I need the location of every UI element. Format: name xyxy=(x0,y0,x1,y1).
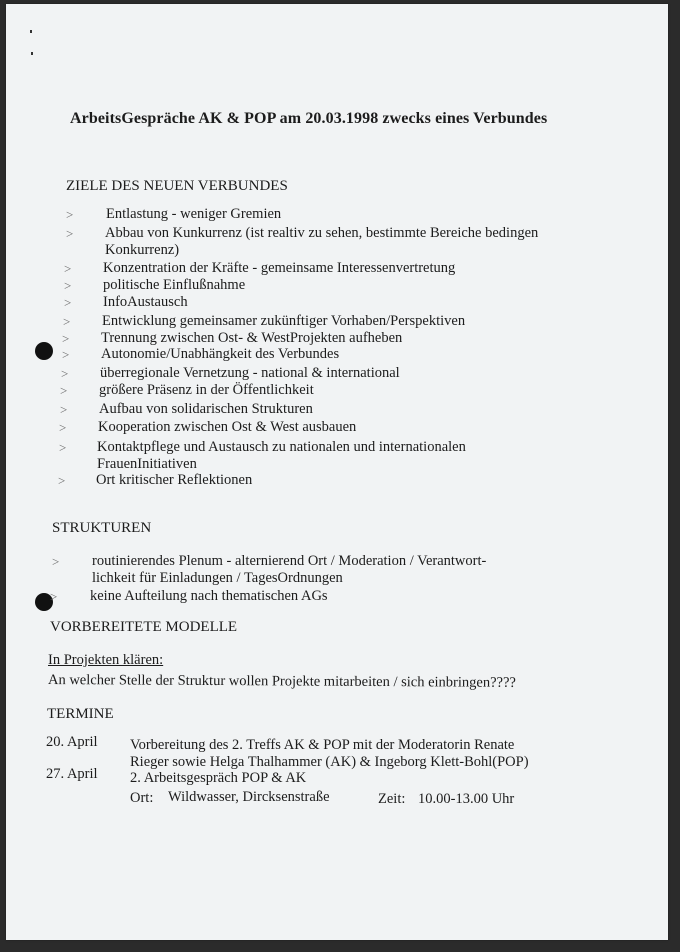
scan-speck xyxy=(31,52,33,55)
termin-line: Vorbereitung des 2. Treffs AK & POP mit der Moderatorin Renate xyxy=(130,737,515,753)
ziele-item-text: Konkurrenz) xyxy=(105,242,180,258)
termine-heading: TERMINE xyxy=(47,706,114,722)
bullet-marker: > xyxy=(66,207,74,222)
modelle-heading: VORBEREITETE MODELLE xyxy=(50,619,238,635)
bullet-marker: > xyxy=(64,295,72,310)
ziele-item-text: Entlastung - weniger Gremien xyxy=(106,206,282,222)
bullet-marker: > xyxy=(63,314,71,329)
ziele-item-text: Konzentration der Kräfte - gemeinsame Interessenvertretung xyxy=(103,260,456,276)
document-page xyxy=(6,4,668,940)
bullet-marker: > xyxy=(62,331,70,346)
bullet-marker: > xyxy=(59,440,67,455)
strukturen-item-text: keine Aufteilung nach thematischen AGs xyxy=(90,588,328,604)
ziele-item-text: FrauenInitiativen xyxy=(97,456,197,472)
strukturen-item-text: lichkeit für Einladungen / TagesOrdnungen xyxy=(92,570,343,586)
ziele-item-text: Kooperation zwischen Ost & West ausbauen xyxy=(98,419,357,435)
punch-hole xyxy=(35,342,53,360)
ziele-heading: ZIELE DES NEUEN VERBUNDES xyxy=(66,178,288,194)
ziele-item-text: Abbau von Kunkurrenz (ist realtiv zu sehen, bestimmte Bereiche bedingen xyxy=(105,225,539,241)
ziele-item-text: politische Einflußnahme xyxy=(103,277,246,293)
bullet-marker: > xyxy=(59,420,67,435)
bullet-marker: > xyxy=(52,554,60,569)
ziele-item-text: Kontaktpflege und Austausch zu nationalen und internationalen xyxy=(97,439,466,455)
bullet-marker: > xyxy=(58,473,66,488)
ziele-item-text: überregionale Vernetzung - national & international xyxy=(100,365,400,381)
termin-zeit-value: 10.00-13.00 Uhr xyxy=(418,791,515,807)
bullet-marker: > xyxy=(60,402,68,417)
bullet-marker: > xyxy=(61,366,69,381)
bullet-marker: > xyxy=(60,383,68,398)
ziele-item-text: Aufbau von solidarischen Strukturen xyxy=(99,401,313,417)
modelle-subheading: In Projekten klären: xyxy=(48,652,164,668)
termin-date: 27. April xyxy=(46,766,98,782)
bullet-marker: > xyxy=(50,589,58,604)
ziele-item-text: Autonomie/Unabhängkeit des Verbundes xyxy=(101,346,340,362)
ziele-item-text: Trennung zwischen Ost- & WestProjekten aufheben xyxy=(101,330,403,346)
bullet-marker: > xyxy=(66,226,74,241)
termin-line: Rieger sowie Helga Thalhammer (AK) & Ingeborg Klett-Bohl(POP) xyxy=(130,754,529,770)
bullet-marker: > xyxy=(64,278,72,293)
strukturen-heading: STRUKTUREN xyxy=(52,520,152,536)
bullet-marker: > xyxy=(62,347,70,362)
termin-ort-label: Ort: xyxy=(130,790,154,806)
ziele-item-text: Entwicklung gemeinsamer zukünftiger Vorhaben/Perspektiven xyxy=(102,313,466,329)
modelle-question: An welcher Stelle der Struktur wollen Projekte mitarbeiten / sich einbringen???? xyxy=(47,672,516,691)
strukturen-item-text: routinierendes Plenum - alternierend Ort / Moderation / Verantwort- xyxy=(92,553,487,569)
termin-line: 2. Arbeitsgespräch POP & AK xyxy=(130,770,307,786)
ziele-item-text: Ort kritischer Reflektionen xyxy=(96,472,253,488)
bullet-marker: > xyxy=(64,261,72,276)
ziele-item-text: größere Präsenz in der Öffentlichkeit xyxy=(99,382,314,398)
ziele-item-text: InfoAustausch xyxy=(103,294,188,310)
document-title: ArbeitsGespräche AK & POP am 20.03.1998 zwecks eines Verbundes xyxy=(70,110,548,127)
termin-date: 20. April xyxy=(46,734,98,750)
scan-speck xyxy=(30,30,32,33)
termin-zeit-label: Zeit: xyxy=(378,791,406,807)
termin-ort-value: Wildwasser, Dircksenstraße xyxy=(168,789,330,805)
